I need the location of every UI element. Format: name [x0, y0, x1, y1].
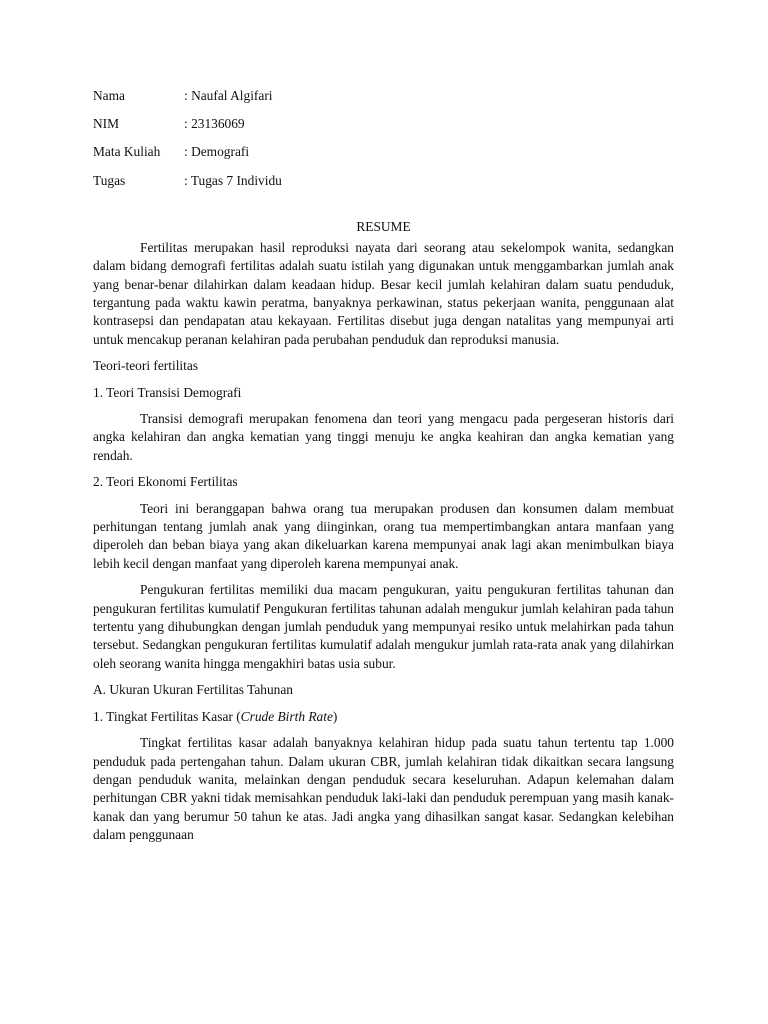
subheading-cbr-prefix: 1. Tingkat Fertilitas Kasar ( [93, 708, 241, 724]
meta-row-course [93, 143, 674, 171]
document-body [93, 87, 674, 845]
meta-label: Mata Kuliah [93, 144, 161, 160]
paragraph-economic-fertility: Teori ini beranggapan bahwa orang tua merupakan produsen dan konsumen dalam membuat perhitungan tentang jumlah anak yang diinginkan, orang tua mempertimbangkan antara manfaan yang diperoleh dan beban biaya yang akan dikeluarkan karena mempunyai anak lagi akan menimbulkan biaya lebih kecil dengan manfaat yang diperoleh karena mempunyai anak. [93, 500, 674, 571]
meta-value: : Tugas 7 Individu [184, 172, 282, 188]
paragraph-measurement: Pengukuran fertilitas memiliki dua macam pengukuran, yaitu pengukuran fertilitas tahunan dan pengukuran fertilitas kumulatif Pengukuran fertilitas tahunan adalah mengukur jumlah kelahiran pada tahun tertentu yang dihubungkan dengan jumlah penduduk yang mempunyai resiko untuk melahirkan pada tahun tersebut. Sedangkan pengukuran fertilitas kumulatif adalah mengukur jumlah rata-rata anak yang dilahirkan oleh seorang wanita hingga mengakhiri batas usia subur. [93, 582, 674, 671]
paragraph-intro: Fertilitas merupakan hasil reproduksi nayata dari seorang atau sekelompok wanita, sedangkan dalam bidang demografi fertilitas adalah suatu istilah yang digunakan untuk menggambarkan jumlah anak yang benar-benar dilahirkan dalam keadaan hidup. Besar kecil jumlah kelahiran dalam suatu penduduk, tergantung pada waktu kawin peratma, banyaknya perkawinan, status pekerjaan wanita, penggunaan alat kontrasepsi dan pendapatan atau kekayaan. Fertilitas disebut juga dengan natalitas yang mempunyai arti untuk mencakup peranan kelahiran pada perubahan penduduk dan reproduksi manusia. [93, 239, 674, 347]
paragraph-cbr: Tingkat fertilitas kasar adalah banyaknya kelahiran hidup pada suatu tahun tertentu tap 1.000 penduduk pada pertengahan tahun. Dalam ukuran CBR, jumlah kelahiran tidak dikaitkan secara langsung dengan penduduk wanita, melainkan dengan penduduk secara keseluruhan. Adapun kelemahan dalam perhitungan CBR yakni tidak memisahkan penduduk laki-laki dan penduduk perempuan yang masih kanak-kanak dan yang berumur 50 tahun ke atas. Jadi angka yang dihasilkan sangat kasar. Sedangkan kelebihan dalam penggunaan [93, 735, 674, 843]
subheading-cbr [93, 708, 674, 726]
meta-label: Tugas [93, 172, 126, 188]
subheading-economic-fertility: 2. Teori Ekonomi Fertilitas [93, 474, 238, 490]
meta-label: Nama [93, 88, 125, 103]
subheading-cbr-suffix: ) [332, 708, 338, 724]
meta-row-nim [93, 115, 674, 143]
meta-value: : Naufal Algifari [184, 88, 273, 103]
paragraph-demographic-transition: Transisi demografi merupakan fenomena dan teori yang mengacu pada pergeseran historis dari angka kelahiran dan angka kematian yang tinggi menuju ke angka keahiran dan angka kematian yang rendah. [93, 411, 674, 463]
meta-row-name [93, 87, 674, 115]
section-heading-annual-measures: A. Ukuran Ukuran Fertilitas Tahunan [93, 682, 294, 698]
subheading-demographic-transition: 1. Teori Transisi Demografi [93, 384, 242, 400]
document-title: RESUME [356, 218, 411, 234]
meta-value: : 23136069 [184, 116, 245, 132]
section-heading-theories: Teori-teori fertilitas [93, 358, 199, 374]
meta-value: : Demografi [184, 144, 250, 160]
meta-row-task [93, 172, 674, 200]
subheading-cbr-italic: Crude Birth Rate [240, 708, 333, 724]
meta-label: NIM [93, 116, 120, 132]
